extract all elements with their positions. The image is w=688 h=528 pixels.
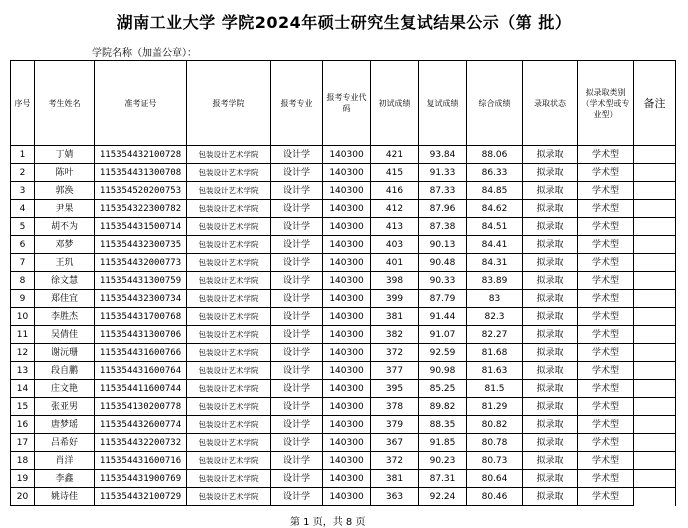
cell-college: 包装设计艺术学院 xyxy=(187,452,271,470)
cell-category: 学术型 xyxy=(578,218,634,236)
cell-remark xyxy=(634,326,676,344)
cell-prelim-score: 367 xyxy=(371,434,419,452)
cell-retest-score: 89.82 xyxy=(419,398,467,416)
table-row xyxy=(11,200,676,218)
cell-remark xyxy=(634,470,676,488)
cell-status: 拟录取 xyxy=(523,164,578,182)
cell-total-score: 83.89 xyxy=(467,272,523,290)
cell-status: 拟录取 xyxy=(523,488,578,506)
cell-prelim-score: 403 xyxy=(371,236,419,254)
cell-name: 唐梦瑶 xyxy=(35,416,95,434)
cell-major-code: 140300 xyxy=(323,344,371,362)
cell-retest-score: 90.33 xyxy=(419,272,467,290)
cell-college: 包装设计艺术学院 xyxy=(187,254,271,272)
cell-total-score: 84.85 xyxy=(467,182,523,200)
cell-college: 包装设计艺术学院 xyxy=(187,218,271,236)
cell-major-code: 140300 xyxy=(323,200,371,218)
cell-retest-score: 92.24 xyxy=(419,488,467,506)
table-row xyxy=(11,398,676,416)
cell-name: 段自鹏 xyxy=(35,362,95,380)
table-row xyxy=(11,344,676,362)
cell-major: 设计学 xyxy=(271,254,323,272)
cell-name: 吴倩佳 xyxy=(35,326,95,344)
cell-status: 拟录取 xyxy=(523,308,578,326)
cell-remark xyxy=(634,488,676,506)
table-row xyxy=(11,434,676,452)
header-category: 拟录取类别（学术型或专业型） xyxy=(578,61,634,146)
cell-exam-id: 115354411600744 xyxy=(95,380,187,398)
cell-retest-score: 93.84 xyxy=(419,146,467,164)
cell-college: 包装设计艺术学院 xyxy=(187,272,271,290)
cell-prelim-score: 372 xyxy=(371,452,419,470)
cell-major: 设计学 xyxy=(271,182,323,200)
cell-college: 包装设计艺术学院 xyxy=(187,290,271,308)
cell-remark xyxy=(634,182,676,200)
college-name-label: 学院名称（加盖公章）： xyxy=(92,48,197,59)
table-row xyxy=(11,470,676,488)
cell-retest-score: 87.38 xyxy=(419,218,467,236)
table-row xyxy=(11,452,676,470)
cell-category: 学术型 xyxy=(578,326,634,344)
cell-seq: 12 xyxy=(11,344,35,362)
cell-exam-id: 115354431600716 xyxy=(95,452,187,470)
cell-remark xyxy=(634,398,676,416)
header-exam-id: 准考证号 xyxy=(95,61,187,146)
cell-seq: 17 xyxy=(11,434,35,452)
table-row xyxy=(11,272,676,290)
cell-name: 庄文艳 xyxy=(35,380,95,398)
cell-total-score: 83 xyxy=(467,290,523,308)
cell-name: 张亚男 xyxy=(35,398,95,416)
cell-name: 李鑫 xyxy=(35,470,95,488)
cell-exam-id: 115354431600766 xyxy=(95,344,187,362)
cell-category: 学术型 xyxy=(578,434,634,452)
cell-prelim-score: 372 xyxy=(371,344,419,362)
cell-prelim-score: 398 xyxy=(371,272,419,290)
cell-college: 包装设计艺术学院 xyxy=(187,470,271,488)
cell-prelim-score: 378 xyxy=(371,398,419,416)
header-seq: 序号 xyxy=(11,61,35,146)
cell-name: 吕希好 xyxy=(35,434,95,452)
table-row xyxy=(11,326,676,344)
cell-total-score: 80.46 xyxy=(467,488,523,506)
cell-major: 设计学 xyxy=(271,308,323,326)
cell-seq: 4 xyxy=(11,200,35,218)
cell-total-score: 86.33 xyxy=(467,164,523,182)
cell-status: 拟录取 xyxy=(523,182,578,200)
cell-major-code: 140300 xyxy=(323,488,371,506)
cell-category: 学术型 xyxy=(578,362,634,380)
cell-status: 拟录取 xyxy=(523,362,578,380)
cell-prelim-score: 381 xyxy=(371,308,419,326)
cell-exam-id: 115354432300734 xyxy=(95,290,187,308)
cell-major: 设计学 xyxy=(271,290,323,308)
cell-remark xyxy=(634,254,676,272)
cell-major-code: 140300 xyxy=(323,308,371,326)
cell-remark xyxy=(634,146,676,164)
cell-exam-id: 115354432000773 xyxy=(95,254,187,272)
header-prelim-score: 初试成绩 xyxy=(371,61,419,146)
cell-major: 设计学 xyxy=(271,236,323,254)
cell-major: 设计学 xyxy=(271,164,323,182)
cell-major-code: 140300 xyxy=(323,218,371,236)
cell-retest-score: 91.07 xyxy=(419,326,467,344)
cell-seq: 5 xyxy=(11,218,35,236)
cell-remark xyxy=(634,308,676,326)
cell-total-score: 84.51 xyxy=(467,218,523,236)
cell-seq: 15 xyxy=(11,398,35,416)
cell-exam-id: 115354431300708 xyxy=(95,164,187,182)
cell-major: 设计学 xyxy=(271,200,323,218)
cell-prelim-score: 412 xyxy=(371,200,419,218)
cell-major: 设计学 xyxy=(271,146,323,164)
cell-major-code: 140300 xyxy=(323,434,371,452)
cell-total-score: 88.06 xyxy=(467,146,523,164)
cell-remark xyxy=(634,416,676,434)
cell-college: 包装设计艺术学院 xyxy=(187,200,271,218)
table-row xyxy=(11,164,676,182)
table-row xyxy=(11,218,676,236)
header-college: 报考学院 xyxy=(187,61,271,146)
cell-prelim-score: 381 xyxy=(371,470,419,488)
cell-status: 拟录取 xyxy=(523,416,578,434)
header-major: 报考专业 xyxy=(271,61,323,146)
cell-seq: 10 xyxy=(11,308,35,326)
cell-retest-score: 88.35 xyxy=(419,416,467,434)
cell-seq: 2 xyxy=(11,164,35,182)
cell-seq: 1 xyxy=(11,146,35,164)
cell-category: 学术型 xyxy=(578,254,634,272)
table-row xyxy=(11,236,676,254)
table-row xyxy=(11,182,676,200)
table-row xyxy=(11,308,676,326)
header-status: 录取状态 xyxy=(523,61,578,146)
cell-remark xyxy=(634,164,676,182)
cell-name: 王玑 xyxy=(35,254,95,272)
cell-category: 学术型 xyxy=(578,200,634,218)
cell-status: 拟录取 xyxy=(523,470,578,488)
cell-exam-id: 115354432100728 xyxy=(95,146,187,164)
cell-seq: 3 xyxy=(11,182,35,200)
cell-seq: 7 xyxy=(11,254,35,272)
table-row xyxy=(11,488,676,506)
cell-retest-score: 90.48 xyxy=(419,254,467,272)
cell-total-score: 81.63 xyxy=(467,362,523,380)
cell-major-code: 140300 xyxy=(323,254,371,272)
cell-major: 设计学 xyxy=(271,488,323,506)
cell-prelim-score: 399 xyxy=(371,290,419,308)
cell-name: 陈叶 xyxy=(35,164,95,182)
table-row xyxy=(11,362,676,380)
cell-status: 拟录取 xyxy=(523,254,578,272)
cell-status: 拟录取 xyxy=(523,434,578,452)
cell-college: 包装设计艺术学院 xyxy=(187,146,271,164)
cell-category: 学术型 xyxy=(578,164,634,182)
cell-exam-id: 115354432100729 xyxy=(95,488,187,506)
cell-total-score: 82.27 xyxy=(467,326,523,344)
cell-prelim-score: 401 xyxy=(371,254,419,272)
cell-seq: 20 xyxy=(11,488,35,506)
cell-seq: 6 xyxy=(11,236,35,254)
cell-retest-score: 87.79 xyxy=(419,290,467,308)
cell-major-code: 140300 xyxy=(323,362,371,380)
cell-exam-id: 115354520200753 xyxy=(95,182,187,200)
cell-college: 包装设计艺术学院 xyxy=(187,182,271,200)
cell-category: 学术型 xyxy=(578,452,634,470)
document-title: 湖南工业大学 学院2024年硕士研究生复试结果公示（第 批） xyxy=(116,13,572,32)
cell-seq: 9 xyxy=(11,290,35,308)
cell-exam-id: 115354431300706 xyxy=(95,326,187,344)
cell-status: 拟录取 xyxy=(523,146,578,164)
cell-college: 包装设计艺术学院 xyxy=(187,434,271,452)
cell-category: 学术型 xyxy=(578,398,634,416)
cell-major-code: 140300 xyxy=(323,398,371,416)
cell-category: 学术型 xyxy=(578,416,634,434)
cell-major: 设计学 xyxy=(271,434,323,452)
cell-major: 设计学 xyxy=(271,326,323,344)
cell-remark xyxy=(634,362,676,380)
cell-seq: 14 xyxy=(11,380,35,398)
cell-total-score: 81.68 xyxy=(467,344,523,362)
cell-name: 郑佳宜 xyxy=(35,290,95,308)
cell-major-code: 140300 xyxy=(323,146,371,164)
table-row xyxy=(11,254,676,272)
cell-retest-score: 91.33 xyxy=(419,164,467,182)
cell-remark xyxy=(634,452,676,470)
cell-retest-score: 87.31 xyxy=(419,470,467,488)
cell-major-code: 140300 xyxy=(323,290,371,308)
cell-college: 包装设计艺术学院 xyxy=(187,164,271,182)
cell-seq: 16 xyxy=(11,416,35,434)
cell-major: 设计学 xyxy=(271,218,323,236)
cell-status: 拟录取 xyxy=(523,290,578,308)
cell-remark xyxy=(634,272,676,290)
results-table xyxy=(10,60,676,506)
cell-exam-id: 115354432200732 xyxy=(95,434,187,452)
cell-major-code: 140300 xyxy=(323,470,371,488)
cell-remark xyxy=(634,290,676,308)
cell-major: 设计学 xyxy=(271,362,323,380)
cell-major-code: 140300 xyxy=(323,380,371,398)
cell-college: 包装设计艺术学院 xyxy=(187,380,271,398)
cell-major-code: 140300 xyxy=(323,452,371,470)
page-footer: 第 1 页，共 8 页 xyxy=(290,517,366,528)
cell-category: 学术型 xyxy=(578,236,634,254)
cell-status: 拟录取 xyxy=(523,200,578,218)
table-row xyxy=(11,146,676,164)
cell-exam-id: 115354322300782 xyxy=(95,200,187,218)
cell-category: 学术型 xyxy=(578,380,634,398)
cell-status: 拟录取 xyxy=(523,218,578,236)
cell-category: 学术型 xyxy=(578,488,634,506)
cell-seq: 19 xyxy=(11,470,35,488)
cell-total-score: 80.64 xyxy=(467,470,523,488)
cell-category: 学术型 xyxy=(578,290,634,308)
cell-exam-id: 115354432600774 xyxy=(95,416,187,434)
cell-prelim-score: 395 xyxy=(371,380,419,398)
cell-remark xyxy=(634,200,676,218)
cell-prelim-score: 377 xyxy=(371,362,419,380)
cell-major-code: 140300 xyxy=(323,272,371,290)
table-row xyxy=(11,290,676,308)
cell-major: 设计学 xyxy=(271,398,323,416)
cell-college: 包装设计艺术学院 xyxy=(187,344,271,362)
cell-remark xyxy=(634,434,676,452)
cell-major: 设计学 xyxy=(271,380,323,398)
cell-college: 包装设计艺术学院 xyxy=(187,416,271,434)
cell-major-code: 140300 xyxy=(323,164,371,182)
cell-prelim-score: 416 xyxy=(371,182,419,200)
cell-major-code: 140300 xyxy=(323,326,371,344)
cell-retest-score: 90.98 xyxy=(419,362,467,380)
cell-category: 学术型 xyxy=(578,470,634,488)
cell-college: 包装设计艺术学院 xyxy=(187,488,271,506)
cell-college: 包装设计艺术学院 xyxy=(187,236,271,254)
cell-name: 李胜杰 xyxy=(35,308,95,326)
cell-category: 学术型 xyxy=(578,344,634,362)
cell-retest-score: 85.25 xyxy=(419,380,467,398)
cell-category: 学术型 xyxy=(578,146,634,164)
cell-total-score: 82.3 xyxy=(467,308,523,326)
header-major-code: 报考专业代码 xyxy=(323,61,371,146)
cell-total-score: 84.31 xyxy=(467,254,523,272)
cell-category: 学术型 xyxy=(578,272,634,290)
cell-total-score: 80.73 xyxy=(467,452,523,470)
cell-total-score: 84.41 xyxy=(467,236,523,254)
cell-total-score: 80.78 xyxy=(467,434,523,452)
cell-exam-id: 115354431700768 xyxy=(95,308,187,326)
cell-major: 设计学 xyxy=(271,470,323,488)
cell-remark xyxy=(634,218,676,236)
cell-status: 拟录取 xyxy=(523,398,578,416)
cell-exam-id: 115354130200778 xyxy=(95,398,187,416)
cell-seq: 18 xyxy=(11,452,35,470)
cell-prelim-score: 421 xyxy=(371,146,419,164)
cell-name: 徐文慧 xyxy=(35,272,95,290)
cell-category: 学术型 xyxy=(578,308,634,326)
cell-remark xyxy=(634,236,676,254)
cell-prelim-score: 379 xyxy=(371,416,419,434)
cell-seq: 8 xyxy=(11,272,35,290)
table-row xyxy=(11,380,676,398)
cell-prelim-score: 363 xyxy=(371,488,419,506)
cell-total-score: 84.62 xyxy=(467,200,523,218)
cell-name: 谢沅珊 xyxy=(35,344,95,362)
cell-category: 学术型 xyxy=(578,182,634,200)
cell-college: 包装设计艺术学院 xyxy=(187,308,271,326)
cell-retest-score: 91.85 xyxy=(419,434,467,452)
cell-major: 设计学 xyxy=(271,344,323,362)
cell-status: 拟录取 xyxy=(523,344,578,362)
cell-name: 尹果 xyxy=(35,200,95,218)
cell-status: 拟录取 xyxy=(523,380,578,398)
cell-name: 肖洋 xyxy=(35,452,95,470)
cell-prelim-score: 413 xyxy=(371,218,419,236)
cell-status: 拟录取 xyxy=(523,272,578,290)
cell-total-score: 81.29 xyxy=(467,398,523,416)
cell-exam-id: 115354432300735 xyxy=(95,236,187,254)
header-remark: 备注 xyxy=(634,61,676,146)
cell-name: 姚诗佳 xyxy=(35,488,95,506)
cell-college: 包装设计艺术学院 xyxy=(187,362,271,380)
cell-name: 郭涣 xyxy=(35,182,95,200)
cell-retest-score: 87.96 xyxy=(419,200,467,218)
cell-total-score: 81.5 xyxy=(467,380,523,398)
cell-name: 邓梦 xyxy=(35,236,95,254)
cell-remark xyxy=(634,380,676,398)
cell-major: 设计学 xyxy=(271,272,323,290)
cell-retest-score: 92.59 xyxy=(419,344,467,362)
cell-college: 包装设计艺术学院 xyxy=(187,326,271,344)
cell-name: 丁婧 xyxy=(35,146,95,164)
cell-retest-score: 90.13 xyxy=(419,236,467,254)
cell-seq: 11 xyxy=(11,326,35,344)
cell-exam-id: 115354431900769 xyxy=(95,470,187,488)
cell-major: 设计学 xyxy=(271,416,323,434)
cell-prelim-score: 415 xyxy=(371,164,419,182)
cell-exam-id: 115354431500714 xyxy=(95,218,187,236)
cell-total-score: 80.82 xyxy=(467,416,523,434)
cell-exam-id: 115354431300759 xyxy=(95,272,187,290)
cell-status: 拟录取 xyxy=(523,236,578,254)
cell-status: 拟录取 xyxy=(523,326,578,344)
header-total-score: 综合成绩 xyxy=(467,61,523,146)
cell-major-code: 140300 xyxy=(323,416,371,434)
cell-major: 设计学 xyxy=(271,452,323,470)
header-name: 考生姓名 xyxy=(35,61,95,146)
cell-retest-score: 90.23 xyxy=(419,452,467,470)
cell-retest-score: 91.44 xyxy=(419,308,467,326)
cell-major-code: 140300 xyxy=(323,236,371,254)
cell-remark xyxy=(634,344,676,362)
cell-prelim-score: 382 xyxy=(371,326,419,344)
cell-seq: 13 xyxy=(11,362,35,380)
cell-retest-score: 87.33 xyxy=(419,182,467,200)
cell-major-code: 140300 xyxy=(323,182,371,200)
cell-name: 胡不为 xyxy=(35,218,95,236)
cell-exam-id: 115354431600764 xyxy=(95,362,187,380)
cell-status: 拟录取 xyxy=(523,452,578,470)
cell-college: 包装设计艺术学院 xyxy=(187,398,271,416)
table-row xyxy=(11,416,676,434)
header-retest-score: 复试成绩 xyxy=(419,61,467,146)
table-header-row xyxy=(11,61,676,146)
